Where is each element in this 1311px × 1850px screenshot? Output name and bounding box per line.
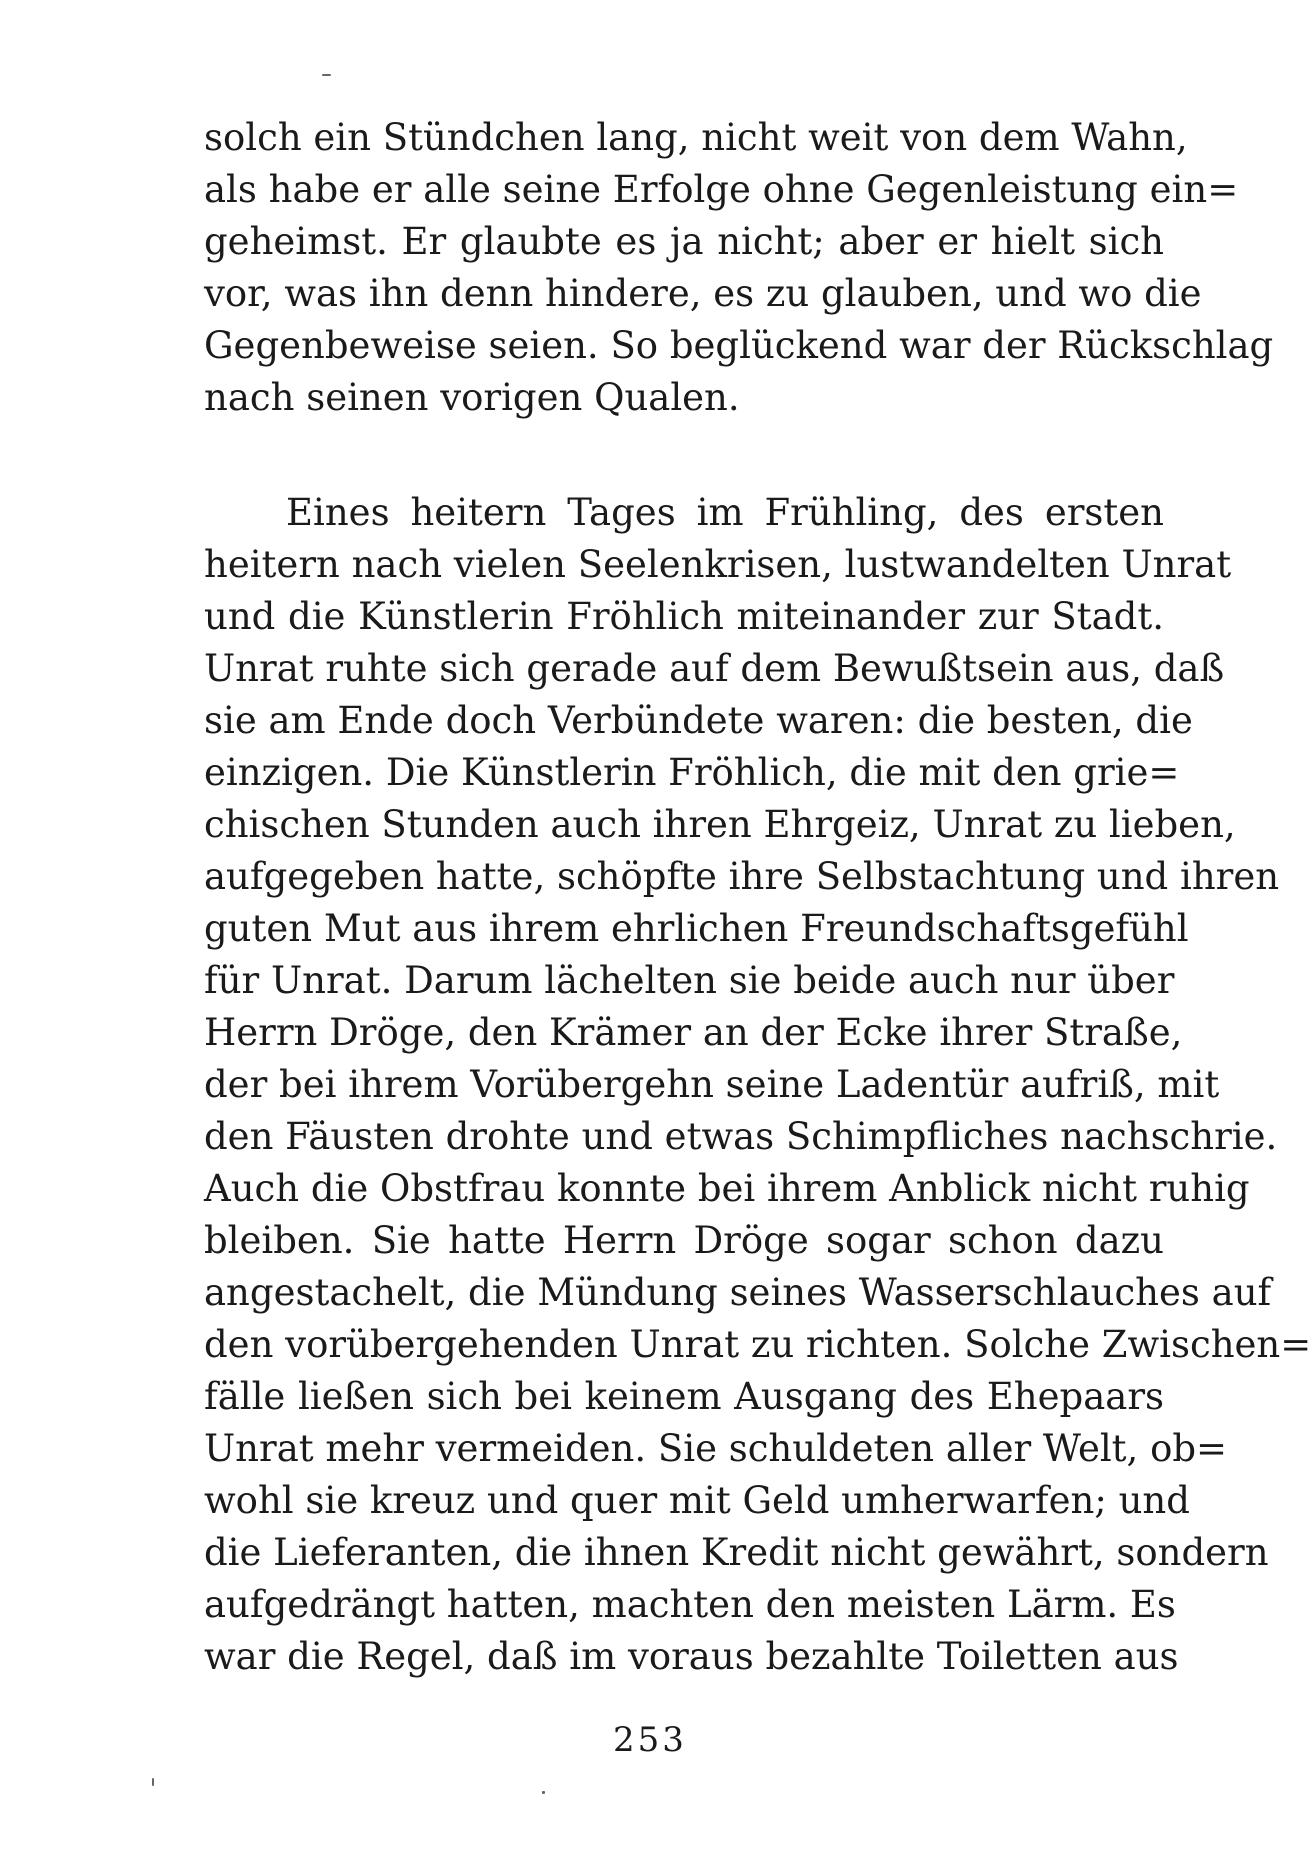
text-line: Eines heitern Tages im Frühling, des ersten — [286, 491, 1164, 534]
text-line: aufgedrängt hatten, machten den meisten Lärm. Es — [204, 1583, 1176, 1626]
text-line: den Fäusten drohte und etwas Schimpfliches nachschrie. — [204, 1115, 1278, 1158]
text-line: die Lieferanten, die ihnen Kredit nicht gewährt, sondern — [204, 1531, 1269, 1574]
text-line: für Unrat. Darum lächelten sie beide auch nur über — [204, 959, 1175, 1002]
text-line: wohl sie kreuz und quer mit Geld umherwarfen; und — [204, 1479, 1190, 1522]
text-line: angestachelt, die Mündung seines Wasserschlauches auf — [204, 1271, 1272, 1314]
text-line: vor, was ihn denn hindere, es zu glauben, und wo die — [204, 272, 1202, 315]
text-line: Unrat mehr vermeiden. Sie schuldeten aller Welt, ob= — [204, 1427, 1228, 1470]
text-line: fälle ließen sich bei keinem Ausgang des Ehepaars — [204, 1375, 1164, 1418]
text-line: der bei ihrem Vorübergehn seine Ladentür aufriß, mit — [204, 1063, 1220, 1106]
text-line: guten Mut aus ihrem ehrlichen Freundschaftsgefühl — [204, 907, 1189, 950]
paragraph-1 — [204, 112, 1274, 424]
page-speck — [322, 74, 331, 76]
text-line: sie am Ende doch Verbündete waren: die besten, die — [204, 699, 1193, 742]
text-line: chischen Stunden auch ihren Ehrgeiz, Unrat zu lieben, — [204, 803, 1236, 846]
text-line: war die Regel, daß im voraus bezahlte Toiletten aus — [204, 1635, 1179, 1678]
text-line: heitern nach vielen Seelenkrisen, lustwandelten Unrat — [204, 543, 1232, 586]
page-speck — [542, 1791, 545, 1794]
paragraph-2 — [204, 487, 1311, 1683]
text-line: den vorübergehenden Unrat zu richten. Solche Zwischen= — [204, 1323, 1311, 1366]
text-line: geheimst. Er glaubte es ja nicht; aber er hielt sich — [204, 220, 1164, 263]
page-number: 253 — [613, 1720, 687, 1760]
text-line: nach seinen vorigen Qualen. — [204, 376, 740, 419]
text-line: Unrat ruhte sich gerade auf dem Bewußtsein aus, daß — [204, 647, 1225, 690]
text-line: als habe er alle seine Erfolge ohne Gegenleistung ein= — [204, 168, 1239, 211]
text-line: aufgegeben hatte, schöpfte ihre Selbstachtung und ihren — [204, 855, 1280, 898]
text-line: Gegenbeweise seien. So beglückend war der Rückschlag — [204, 324, 1274, 367]
text-line: Herrn Dröge, den Krämer an der Ecke ihrer Straße, — [204, 1011, 1183, 1054]
text-line: bleiben. Sie hatte Herrn Dröge sogar schon dazu — [204, 1219, 1164, 1262]
page-speck — [152, 1778, 154, 1786]
text-line: einzigen. Die Künstlerin Fröhlich, die mit den grie= — [204, 751, 1180, 794]
text-line: und die Künstlerin Fröhlich miteinander zur Stadt. — [204, 595, 1164, 638]
text-line: solch ein Stündchen lang, nicht weit von dem Wahn, — [204, 116, 1188, 159]
text-line: Auch die Obstfrau konnte bei ihrem Anblick nicht ruhig — [204, 1167, 1250, 1210]
